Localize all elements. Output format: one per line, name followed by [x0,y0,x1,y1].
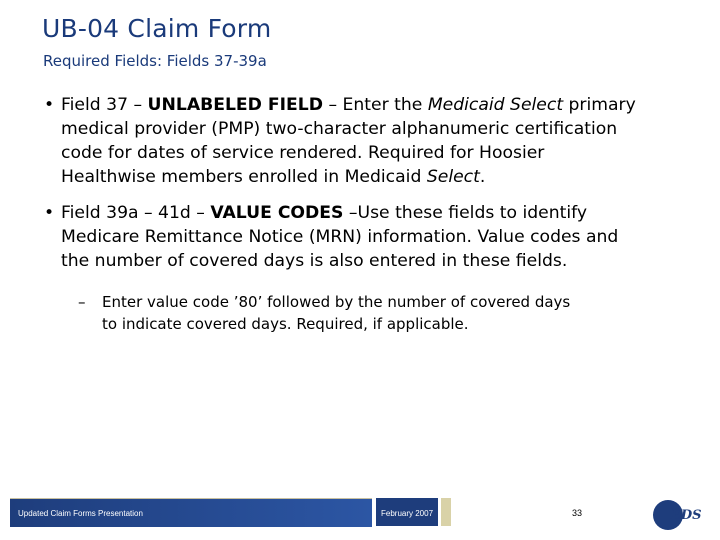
page-title: UB-04 Claim Form [42,14,272,43]
page-number: 33 [572,508,583,518]
bullet-prefix: Field 39a – 41d – [61,203,211,223]
bullet-prefix: Field 37 – [61,95,148,115]
content-body [44,93,644,335]
bullet-mid: – Enter the [323,95,428,115]
bullet-italic: Select [426,167,480,187]
sub-bullet-text: Enter value code ’80’ followed by the number of covered days to indicate covered days. Required, if applicable. [102,293,571,333]
page-subtitle: Required Fields: Fields 37-39a [43,52,267,70]
bullet-end: . [479,167,486,187]
bullet-field-39a [44,201,644,273]
sub-bullet [44,291,572,335]
sub-bullet-dash: – [78,293,86,311]
bullet-text: –Use these fields to identify Medicare Remittance Notice (MRN) information. Value codes and the number of covered days is also entered in these fields. [61,203,619,271]
footer-presentation-label: Updated Claim Forms Presentation [18,509,143,518]
eds-logo-icon [653,500,707,530]
footer-stripe [441,498,451,526]
bullet-bold-label: UNLABELED FIELD [147,95,324,115]
bullet-field-37 [44,93,644,189]
footer-date: February 2007 [381,509,434,518]
bullet-bold-label: VALUE CODES [210,203,344,223]
bullet-italic: Medicaid Select [427,95,564,115]
bullet-text: primary medical provider (PMP) two-character alphanumeric certification code for dates of service rendered. Required for Hoosier Healthwise members enrolled in Medicaid [61,95,636,187]
logo-text: EDS [671,508,702,523]
